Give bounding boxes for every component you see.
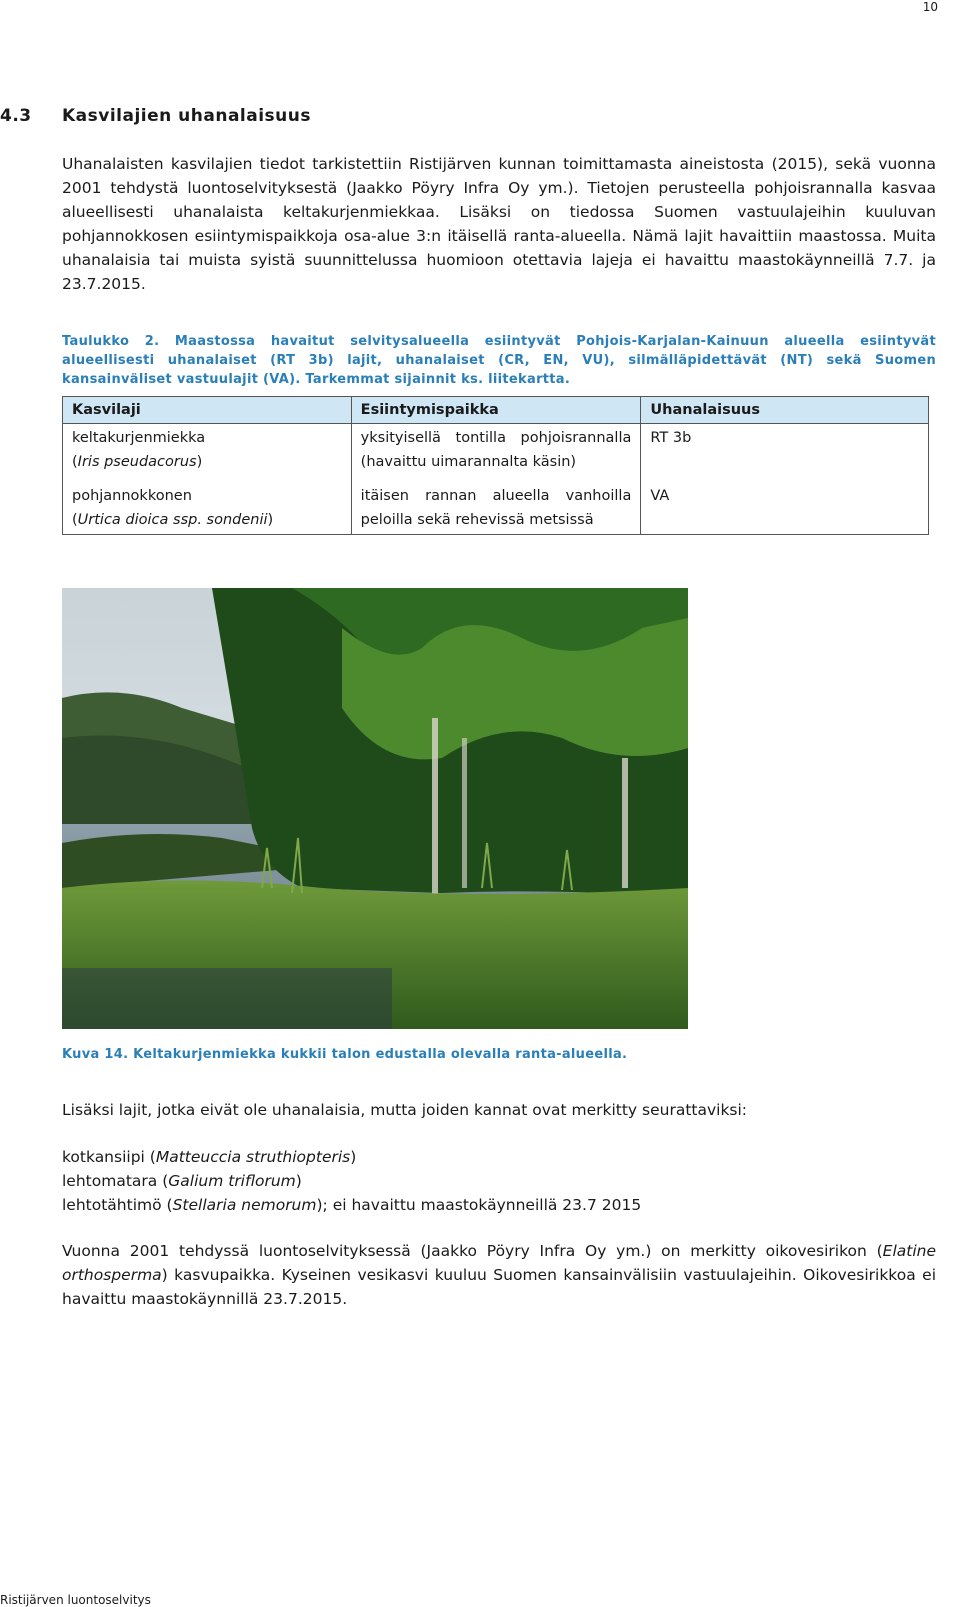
intro-paragraph: Uhanalaisten kasvilajien tiedot tarkistettiin Ristijärven kunnan toimittamasta aineistosta (2015), sekä vuonna 2001 tehdystä luontoselvityksestä (Jaakko Pöyry Infra Oy ym.). Tietojen perusteella pohjoisrannalla kasvaa alueellisesti uhanalaista keltakurjenmiekkaa. Lisäksi on tiedossa Suomen vastuulajeihin kuuluvan pohjannokkosen esiintymispaikkoja osa-alue 3:n itäisellä ranta-alueella. Nämä lajit havaittiin maastossa. Muita uhanalaisia tai muista syistä suunnittelussa huomioon otettavia lajeja ei havaittu maastokäynneillä 7.7. ja 23.7.2015.	[62, 155, 936, 293]
lake-shore-photo	[62, 588, 688, 1029]
header-location: Esiintymispaikka	[351, 397, 641, 424]
table-caption: Taulukko 2. Maastossa havaitut selvitysalueella esiintyvät Pohjois-Karjalan-Kainuun alueella esiintyvät alueellisesti uhanalaiset (RT 3b) lajit, uhanalaiset (CR, EN, VU), silmälläpidettävät (NT) sekä Suomen kansainväliset vastuulajit (VA). Tarkemmat sijainnit ks. liitekartta.	[62, 334, 936, 387]
species-table	[62, 396, 929, 535]
header-species: Kasvilaji	[63, 397, 352, 424]
status-cell: VA	[641, 476, 929, 535]
species-latin: Iris pseudacorus	[77, 454, 197, 470]
photo-illustration	[62, 588, 688, 1029]
list-item: lehtomatara (Galium triflorum)	[62, 1172, 302, 1190]
location-cell: yksityisellä tontilla pohjoisrannalla (havaittu uimarannalta käsin)	[351, 424, 641, 477]
table-header-row	[63, 397, 929, 424]
species-cell: pohjannokkonen (Urtica dioica ssp. sondenii)	[63, 476, 352, 535]
page-footer: Ristijärven luontoselvitys	[0, 1593, 151, 1607]
species-name: pohjannokkonen	[72, 488, 192, 504]
header-status: Uhanalaisuus	[641, 397, 929, 424]
section-number: 4.3	[0, 106, 32, 126]
table-row	[63, 424, 929, 477]
list-item: lehtotähtimö (Stellaria nemorum); ei havaittu maastokäynneillä 23.7 2015	[62, 1196, 642, 1214]
section-heading	[0, 106, 311, 126]
status-cell: RT 3b	[641, 424, 929, 477]
section-title: Kasvilajien uhanalaisuus	[62, 106, 311, 126]
location-cell: itäisen rannan alueella vanhoilla peloilla sekä rehevissä metsissä	[351, 476, 641, 535]
species-list	[62, 1145, 641, 1217]
table-row	[63, 476, 929, 535]
closing-paragraph: Vuonna 2001 tehdyssä luontoselvityksessä (Jaakko Pöyry Infra Oy ym.) on merkitty oikovesirikon (Elatine orthosperma) kasvupaikka. Kyseinen vesikasvi kuuluu Suomen kansainvälisiin vastuulajeihin. Oikovesirikkoa ei havaittu maastokäynnillä 23.7.2015.	[62, 1242, 936, 1308]
figure-caption: Kuva 14. Keltakurjenmiekka kukkii talon edustalla olevalla ranta-alueella.	[62, 1047, 628, 1062]
species-cell: keltakurjenmiekka (Iris pseudacorus)	[63, 424, 352, 477]
species-latin: Urtica dioica ssp. sondenii	[77, 512, 268, 528]
followup-paragraph: Lisäksi lajit, jotka eivät ole uhanalaisia, mutta joiden kannat ovat merkitty seurattaviksi:	[62, 1101, 748, 1119]
list-item: kotkansiipi (Matteuccia struthiopteris)	[62, 1148, 357, 1166]
species-name: keltakurjenmiekka	[72, 430, 206, 446]
page-number: 10	[922, 0, 938, 14]
